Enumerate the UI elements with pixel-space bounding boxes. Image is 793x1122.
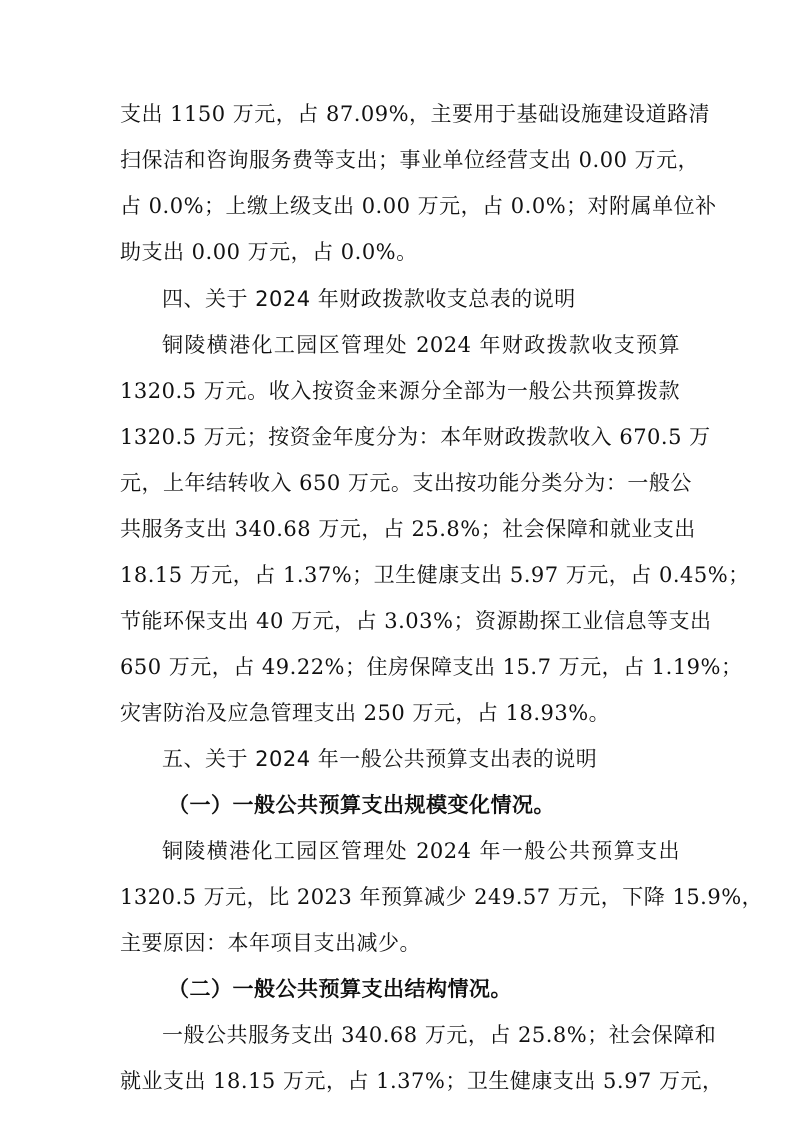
paragraph-line: 共服务支出 340.68 万元，占 25.8%；社会保障和就业支出 [120,517,696,541]
paragraph-line: 元，上年结转收入 650 万元。支出按功能分类分为：一般公 [120,471,692,495]
paragraph-line: 1320.5 万元。收入按资金来源分全部为一般公共预算拨款 [120,379,680,403]
subsection-heading: （一）一般公共预算支出规模变化情况。 [168,792,555,817]
paragraph-line: 助支出 0.00 万元，占 0.0%。 [120,240,418,264]
paragraph-line: 一般公共服务支出 340.68 万元，占 25.8%；社会保障和 [162,1023,717,1047]
subsection-heading: （二）一般公共预算支出结构情况。 [168,976,512,1001]
paragraph-line: 支出 1150 万元，占 87.09%，主要用于基础设施建设道路清 [120,102,711,126]
paragraph-line: 铜陵横港化工园区管理处 2024 年财政拨款收支预算 [162,333,680,357]
paragraph-line: 扫保洁和咨询服务费等支出；事业单位经营支出 0.00 万元， [120,148,700,172]
paragraph-line: 650 万元，占 49.22%；住房保障支出 15.7 万元，占 1.19%； [120,655,743,679]
paragraph-line: 18.15 万元，占 1.37%；卫生健康支出 5.97 万元，占 0.45%； [120,563,750,587]
section-heading: 四、关于 2024 年财政拨款收支总表的说明 [162,287,576,311]
paragraph-line: 就业支出 18.15 万元，占 1.37%；卫生健康支出 5.97 万元， [120,1069,724,1093]
paragraph-line: 铜陵横港化工园区管理处 2024 年一般公共预算支出 [162,839,680,863]
paragraph-line: 灾害防治及应急管理支出 250 万元，占 18.93%。 [120,701,611,725]
paragraph-line: 主要原因：本年项目支出减少。 [120,931,421,955]
paragraph-line: 1320.5 万元，比 2023 年预算减少 249.57 万元，下降 15.9%， [120,885,764,909]
paragraph-line: 占 0.0%；上缴上级支出 0.00 万元，占 0.0%；对附属单位补 [120,194,717,218]
paragraph-line: 节能环保支出 40 万元，占 3.03%；资源勘探工业信息等支出 [120,609,712,633]
paragraph-line: 1320.5 万元；按资金年度分为：本年财政拨款收入 670.5 万 [120,425,711,449]
section-heading: 五、关于 2024 年一般公共预算支出表的说明 [162,747,598,771]
